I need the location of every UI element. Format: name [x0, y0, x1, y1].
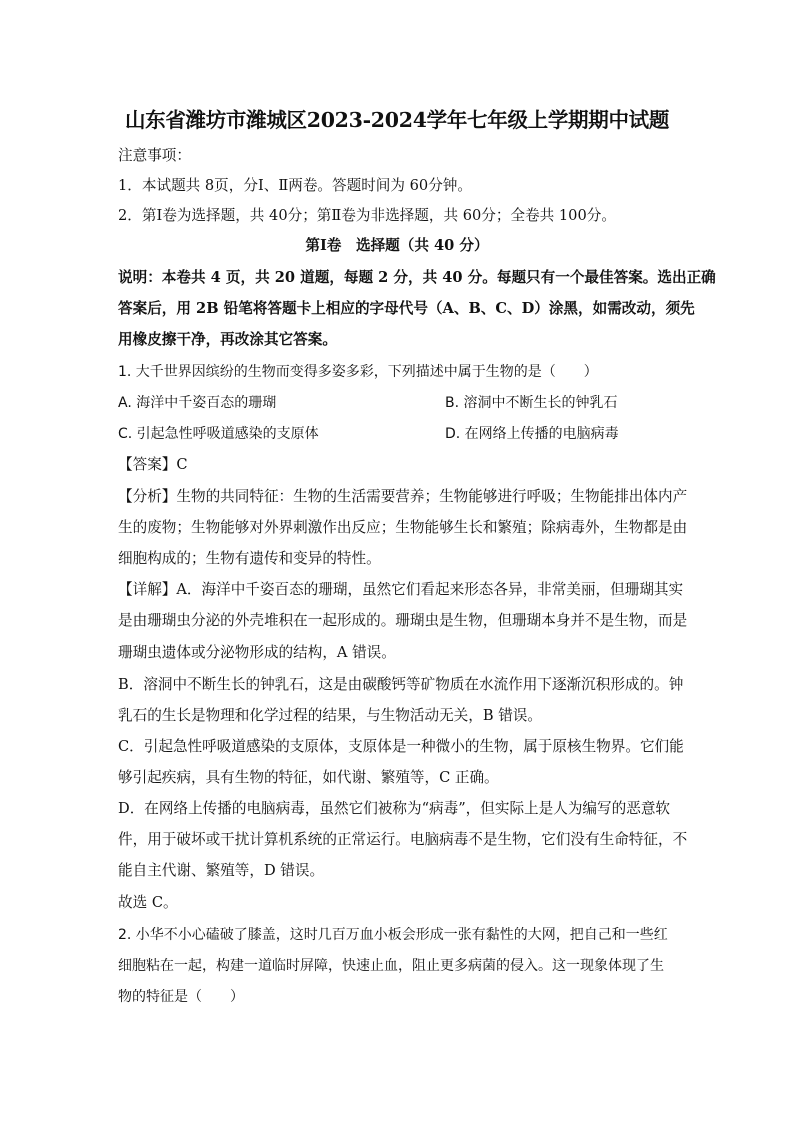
section-heading: 第Ⅰ卷 选择题（共 40 分）: [305, 237, 489, 254]
detail-line: 【详解】A．海洋中千姿百态的珊瑚，虽然它们看起来形态各异，非常美丽，但珊瑚其实: [118, 581, 684, 598]
section-description-line: 说明：本卷共 4 页，共 20 道题，每题 2 分，共 40 分。每题只有一个最佳答案。选出正确: [118, 269, 716, 286]
analysis-line: 【分析】生物的共同特征：生物的生活需要营养；生物能够进行呼吸；生物能排出体内产: [118, 488, 688, 505]
option-d: D. 在网络上传播的电脑病毒: [445, 426, 619, 442]
question-2-stem-line: 细胞粘在一起，构建一道临时屏障，快速止血，阻止更多病菌的侵入。这一现象体现了生: [118, 958, 664, 974]
notice-item-1: 1．本试题共 8页，分Ⅰ、Ⅱ两卷。答题时间为 60分钟。: [118, 177, 472, 194]
detail-line: 够引起疾病，具有生物的特征，如代谢、繁殖等，C 正确。: [118, 769, 499, 786]
analysis-line: 细胞构成的；生物有遗传和变异的特性。: [118, 550, 381, 567]
question-2-stem-line: 2. 小华不小心磕破了膝盖，这时几百万血小板会形成一张有黏性的大网，把自己和一些红: [118, 927, 668, 943]
answer: 【答案】C: [118, 456, 188, 473]
option-c: C. 引起急性呼吸道感染的支原体: [118, 426, 319, 442]
notice-heading: 注意事项：: [118, 147, 191, 164]
detail-line: D．在网络上传播的电脑病毒，虽然它们被称为“病毒”，但实际上是人为编写的恶意软: [118, 800, 671, 817]
detail-line: C．引起急性呼吸道感染的支原体，支原体是一种微小的生物，属于原核生物界。它们能: [118, 738, 684, 755]
detail-line: B．溶洞中不断生长的钟乳石，这是由碳酸钙等矿物质在水流作用下逐渐沉积形成的。钟: [118, 676, 684, 693]
section-description-line: 用橡皮擦干净，再改涂其它答案。: [118, 331, 337, 348]
notice-item-2: 2．第Ⅰ卷为选择题，共 40分；第Ⅱ卷为非选择题，共 60分；全卷共 100分。: [118, 207, 616, 224]
detail-line: 珊瑚虫遗体或分泌物形成的结构，A 错误。: [118, 644, 396, 661]
analysis-line: 生的废物；生物能够对外界刺激作出反应；生物能够生长和繁殖；除病毒外，生物都是由: [118, 519, 688, 536]
option-a: A. 海洋中千姿百态的珊瑚: [118, 395, 277, 411]
section-description-line: 答案后，用 2B 铅笔将答题卡上相应的字母代号（A、B、C、D）涂黑，如需改动，须先: [118, 300, 695, 317]
conclusion: 故选 C。: [118, 894, 178, 911]
detail-line: 乳石的生长是物理和化学过程的结果，与生物活动无关，B 错误。: [118, 707, 542, 724]
detail-line: 能自主代谢、繁殖等，D 错误。: [118, 862, 325, 879]
detail-line: 是由珊瑚虫分泌的外壳堆积在一起形成的。珊瑚虫是生物，但珊瑚本身并不是生物，而是: [118, 612, 688, 629]
option-b: B. 溶洞中不断生长的钟乳石: [445, 395, 618, 411]
page-title: 山东省潍坊市潍城区2023-2024学年七年级上学期期中试题: [124, 108, 670, 132]
question-2-stem-line: 物的特征是（ ）: [118, 989, 244, 1005]
detail-line: 件，用于破坏或干扰计算机系统的正常运行。电脑病毒不是生物，它们没有生命特征，不: [118, 831, 688, 848]
question-1-stem: 1. 大千世界因缤纷的生物而变得多姿多彩，下列描述中属于生物的是（ ）: [118, 364, 598, 380]
